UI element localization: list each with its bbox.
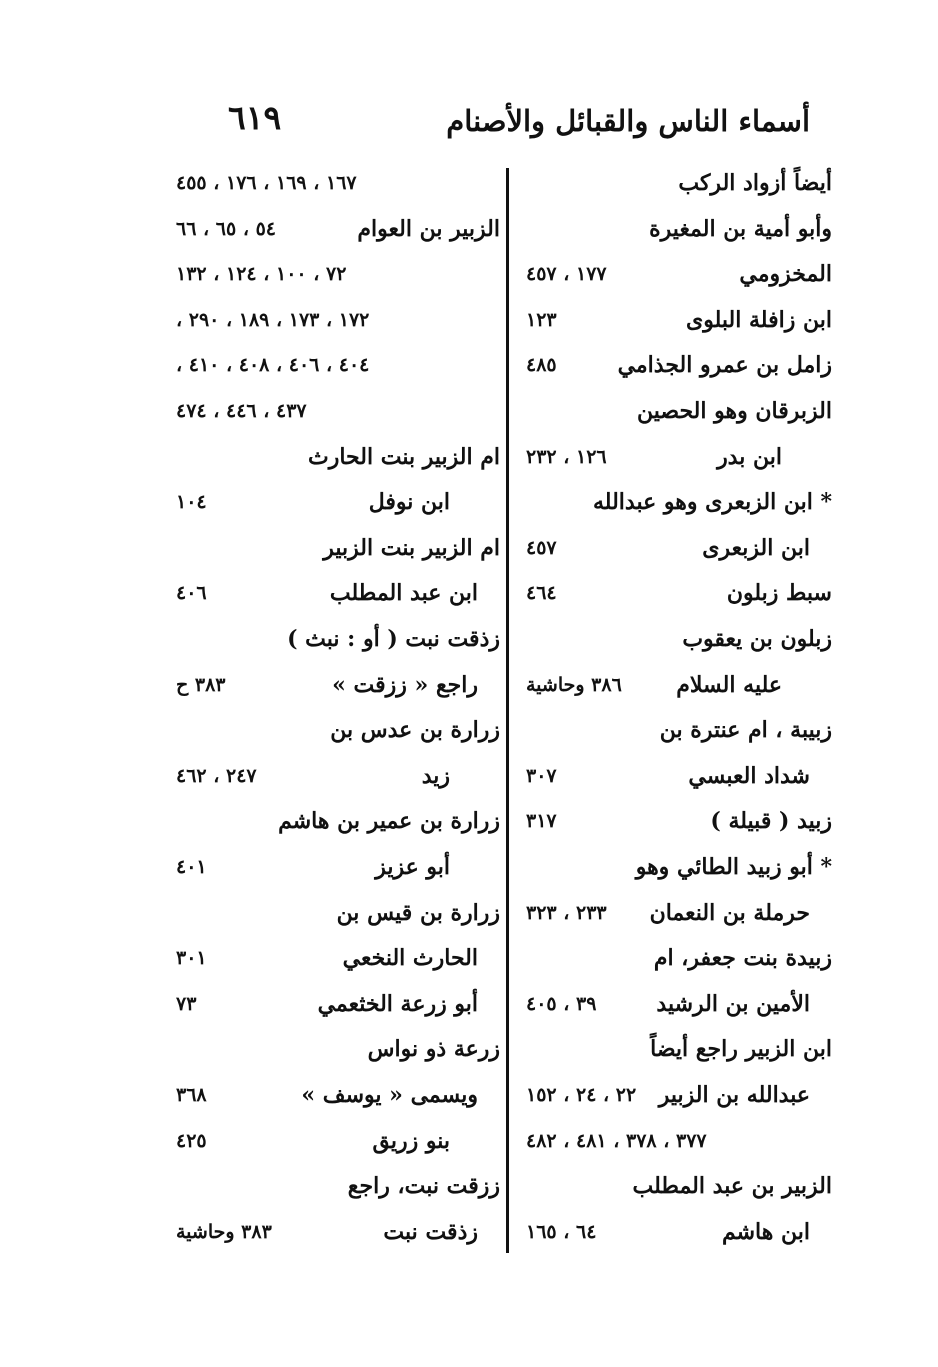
index-entry: [172, 342, 500, 388]
entry-term: أيضاً أزواد الركب: [678, 170, 832, 196]
page-title: أسماء الناس والقبائل والأصنام: [446, 104, 810, 138]
entry-term: ام الزبير بنت الزبير: [323, 535, 500, 561]
entry-pages: ٤٠١: [176, 856, 207, 878]
entry-term: الزبير بن العوام: [357, 216, 500, 242]
index-entry: [172, 753, 500, 799]
entry-pages: ١٧٧ ، ٤٥٧: [526, 263, 607, 285]
index-entry: [520, 342, 832, 388]
entry-pages: ٣٨٦ وحاشية: [526, 674, 622, 696]
index-entry: [172, 206, 500, 252]
entry-term: زذقت نبت: [383, 1219, 478, 1245]
entry-term: عليه السلام: [676, 672, 782, 698]
index-entry: [520, 251, 832, 297]
entry-pages: ٣١٧: [526, 810, 557, 832]
entry-pages: ١٠٤: [176, 491, 207, 513]
entry-term: أبو زرعة الخثعمي: [317, 991, 478, 1017]
index-entry: [172, 1026, 500, 1072]
index-entry: [520, 616, 832, 662]
entry-pages: ٤٥٧: [526, 537, 557, 559]
entry-term: الأمين بن الرشيد: [656, 991, 810, 1017]
entry-term: ابن هاشم: [721, 1219, 810, 1245]
index-entry: [520, 525, 832, 571]
entry-term: الحارث النخعي: [342, 945, 478, 971]
entry-term: حرملة بن النعمان: [649, 900, 810, 926]
entry-term: زبيبة ، ام عنترة بن: [659, 717, 832, 743]
index-entry: [520, 570, 832, 616]
entry-pages: ٢٢ ، ٢٤ ، ١٥٢: [526, 1084, 637, 1106]
entry-pages: ١٢٦ ، ٢٣٢: [526, 446, 607, 468]
entry-term: ابن الزبير راجع أيضاً: [650, 1036, 832, 1062]
entry-pages: ١٧٢ ، ١٧٣ ، ١٨٩ ، ٢٩٠ ،: [176, 309, 370, 331]
entry-pages: ٢٣٣ ، ٣٢٣: [526, 902, 607, 924]
entry-pages: ٤٨٥: [526, 354, 557, 376]
entry-term: ام الزبير بنت الحارث: [308, 444, 500, 470]
entry-term: ويسمى « يوسف »: [301, 1082, 478, 1108]
entry-pages: ٣٧٧ ، ٣٧٨ ، ٤٨١ ، ٤٨٢: [526, 1130, 707, 1152]
index-entry: [172, 844, 500, 890]
entry-term: ابن عبد المطلب: [329, 580, 478, 606]
entry-term: المخزومي: [739, 261, 832, 287]
index-entry: [172, 297, 500, 343]
index-entry: [520, 753, 832, 799]
entry-pages: ٦٤ ، ١٦٥: [526, 1221, 597, 1243]
entry-term: زذقت نبت ( أو : نبث ): [287, 626, 500, 652]
entry-term: زيد: [421, 763, 450, 789]
index-entry: [172, 981, 500, 1027]
index-entry: [172, 388, 500, 434]
entry-term: أبو عزيز: [375, 854, 450, 880]
page-number: ٦١٩: [228, 98, 282, 137]
index-entry: [172, 1209, 500, 1255]
entry-term: زرارة بن عدس بن: [330, 717, 500, 743]
entry-term: عبدالله بن الزبير: [658, 1082, 810, 1108]
entry-pages: ٧٢ ، ١٠٠ ، ١٢٤ ، ١٣٢: [176, 263, 347, 285]
entry-pages: ٧٣: [176, 993, 197, 1015]
entry-term: بنو زريق: [372, 1128, 450, 1154]
entry-term: زرارة بن قيس بن: [336, 900, 500, 926]
entry-term: * أبو زبيد الطائي وهو: [635, 854, 832, 880]
entry-term: زبلون بن يعقوب: [682, 626, 832, 652]
entry-pages: ١٢٣: [526, 309, 557, 331]
index-entry: [172, 890, 500, 936]
entry-term: ابن بدر: [717, 444, 782, 470]
entry-term: ززقت نبت، راجع: [347, 1173, 500, 1199]
index-entry: [520, 206, 832, 252]
index-entry: [520, 388, 832, 434]
entry-term: زبيد ( قبيلة ): [710, 808, 832, 834]
entry-term: الزبرقان وهو الحصين: [637, 398, 832, 424]
entry-pages: ٣٨٣ وحاشية: [176, 1221, 272, 1243]
entry-pages: ٣٠١: [176, 947, 207, 969]
index-entry: [172, 479, 500, 525]
index-entry: [520, 1118, 832, 1164]
entry-pages: ٢٤٧ ، ٤٦٢: [176, 765, 257, 787]
entry-pages: ٣٩ ، ٤٠٥: [526, 993, 597, 1015]
index-entry: [520, 662, 832, 708]
index-entry: [520, 844, 832, 890]
entry-term: سبط زبلون: [726, 580, 832, 606]
index-entry: [520, 935, 832, 981]
entry-pages: ٤٢٥: [176, 1130, 207, 1152]
index-entry: [520, 297, 832, 343]
index-entry: [172, 935, 500, 981]
entry-term: ابن نوفل: [368, 489, 450, 515]
entry-pages: ١٦٧ ، ١٦٩ ، ١٧٦ ، ٤٥٥: [176, 172, 357, 194]
index-entry: [172, 662, 500, 708]
entry-term: وأبو أمية بن المغيرة: [649, 216, 832, 242]
entry-term: ابن الزبعرى: [702, 535, 810, 561]
index-entry: [520, 1026, 832, 1072]
index-entry: [520, 981, 832, 1027]
entry-term: زرعة ذو نواس: [367, 1036, 500, 1062]
entry-term: الزبير بن عبد المطلب: [632, 1173, 832, 1199]
index-entry: [520, 798, 832, 844]
entry-pages: ٣٠٧: [526, 765, 557, 787]
column-divider: [506, 168, 509, 1253]
index-entry: [520, 434, 832, 480]
index-entry: [520, 707, 832, 753]
entry-pages: ٣٦٨: [176, 1084, 207, 1106]
entry-term: راجع « ززقت »: [332, 672, 478, 698]
index-entry: [520, 479, 832, 525]
index-entry: [520, 1209, 832, 1255]
index-entry: [520, 1163, 832, 1209]
entry-pages: ٤٠٦: [176, 582, 207, 604]
index-entry: [172, 707, 500, 753]
entry-pages: ٤٦٤: [526, 582, 557, 604]
index-entry: [172, 798, 500, 844]
entry-pages: ٤٠٤ ، ٤٠٦ ، ٤٠٨ ، ٤١٠ ،: [176, 354, 370, 376]
entry-term: زامل بن عمرو الجذامي: [617, 352, 832, 378]
index-entry: [172, 570, 500, 616]
index-entry: [172, 1072, 500, 1118]
index-entry: [172, 251, 500, 297]
entry-pages: ٥٤ ، ٦٥ ، ٦٦: [176, 218, 277, 240]
index-entry: [172, 616, 500, 662]
index-entry: [520, 1072, 832, 1118]
index-entry: [172, 1118, 500, 1164]
index-entry: [172, 434, 500, 480]
index-entry: [172, 160, 500, 206]
index-entry: [172, 1163, 500, 1209]
index-entry: [520, 160, 832, 206]
entry-term: ابن زافلة البلوى: [686, 307, 832, 333]
entry-term: زبيدة بنت جعفر، ام: [653, 945, 832, 971]
entry-term: * ابن الزبعرى وهو عبدالله: [593, 489, 832, 515]
entry-pages: ٤٣٧ ، ٤٤٦ ، ٤٧٤: [176, 400, 307, 422]
index-entry: [172, 525, 500, 571]
entry-term: شداد العبسي: [688, 763, 810, 789]
index-entry: [520, 890, 832, 936]
entry-term: زرارة بن عمير بن هاشم: [278, 808, 500, 834]
entry-pages: ٣٨٣ ح: [176, 674, 226, 696]
